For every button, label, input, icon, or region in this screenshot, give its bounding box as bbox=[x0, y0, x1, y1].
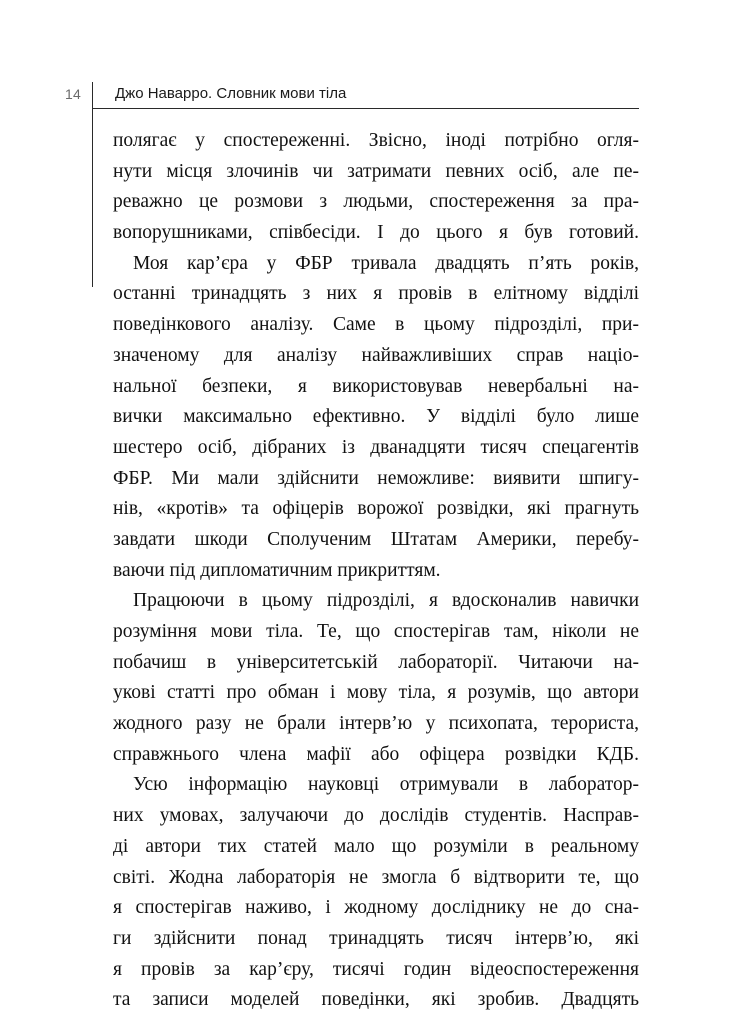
text-line: шестеро осіб, дібраних із дванадцяти тисяч спецагентів bbox=[113, 436, 639, 458]
text-line: реважно це розмови з людьми, спостереження за пра- bbox=[113, 191, 639, 213]
text-line: побачиш в університетській лабораторії. Читаючи на- bbox=[113, 651, 639, 673]
text-line: та записи моделей поведінки, які зробив. Двадцять bbox=[113, 989, 639, 1011]
page-number: 14 bbox=[65, 86, 81, 102]
text-line: значеному для аналізу найважливіших справ націо- bbox=[113, 344, 639, 366]
text-line: справжнього члена мафії або офіцера розвідки КДБ. bbox=[113, 743, 639, 765]
running-title: Джо Наварро. Словник мови тіла bbox=[115, 85, 347, 102]
text-line: них умовах, залучаючи до дослідів студентів. Насправ- bbox=[113, 805, 639, 827]
text-line: ги здійснити понад тринадцять тисяч інтерв’ю, які bbox=[113, 927, 639, 949]
text-line: Моя кар’єра у ФБР тривала двадцять п’ять років, bbox=[133, 252, 639, 274]
text-line: жодного разу не брали інтерв’ю у психопата, терориста, bbox=[113, 713, 639, 735]
text-line: я спостерігав наживо, і жодному досліднику не до сна- bbox=[113, 897, 639, 919]
text-line: Працюючи в цьому підрозділі, я вдосконалив навички bbox=[133, 590, 639, 612]
text-line: вопорушниками, співбесіди. І до цього я був готовий. bbox=[113, 222, 639, 244]
text-line: вички максимально ефективно. У відділі було лише bbox=[113, 406, 639, 428]
header-horizontal-rule bbox=[92, 108, 639, 109]
text-line: ваючи під дипломатичним прикриттям. bbox=[113, 559, 441, 581]
text-line: я провів за кар’єру, тисячі годин відеоспостереження bbox=[113, 958, 639, 980]
body-text bbox=[113, 126, 639, 1016]
text-line: ді автори тих статей мало що розуміли в реальному bbox=[113, 835, 639, 857]
text-line: останні тринадцять з них я провів в елітному відділі bbox=[113, 283, 639, 305]
text-line: нів, «кротів» та офіцерів ворожої розвідки, які прагнуть bbox=[113, 498, 639, 520]
text-line: нальної безпеки, я використовував невербальні на- bbox=[113, 375, 639, 397]
text-line: нути місця злочинів чи затримати певних осіб, але пе- bbox=[113, 160, 639, 182]
text-line: полягає у спостереженні. Звісно, іноді потрібно огля- bbox=[113, 130, 639, 151]
text-line: Усю інформацію науковці отримували в лаборатор- bbox=[133, 774, 639, 796]
text-line: поведінкового аналізу. Саме в цьому підрозділі, при- bbox=[113, 314, 639, 336]
header-vertical-rule bbox=[92, 82, 93, 287]
text-line: укові статті про обман і мову тіла, я розумів, що автори bbox=[113, 682, 639, 704]
text-line: світі. Жодна лабораторія не змогла б відтворити те, що bbox=[113, 866, 639, 888]
text-line: завдати шкоди Сполученим Штатам Америки, перебу- bbox=[113, 528, 639, 550]
text-line: розуміння мови тіла. Те, що спостерігав там, ніколи не bbox=[113, 621, 639, 642]
text-line: ФБР. Ми мали здійснити неможливе: виявити шпигу- bbox=[113, 467, 639, 489]
